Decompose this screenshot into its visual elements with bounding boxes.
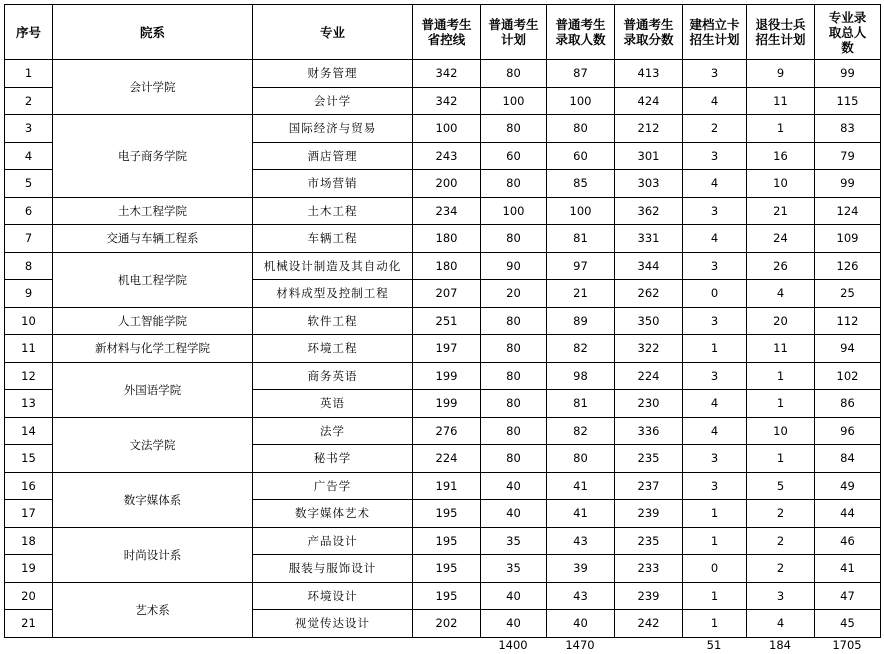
college-cell: 土木工程学院 [53,197,253,225]
veteran-plan-cell: 24 [747,225,815,253]
poverty-plan-cell: 3 [683,307,747,335]
poverty-plan-cell: 2 [683,115,747,143]
header-admitted: 普通考生 录取人数 [547,5,615,60]
college-cell: 电子商务学院 [53,115,253,198]
veteran-plan-cell: 2 [747,555,815,583]
college-cell: 数字媒体系 [53,472,253,527]
college-cell: 新材料与化学工程学院 [53,335,253,363]
admitted-cell: 41 [547,500,615,528]
index-cell: 19 [5,555,53,583]
admitted-cell: 82 [547,417,615,445]
score-cell: 336 [615,417,683,445]
major-cell: 国际经济与贸易 [253,115,413,143]
plan-cell: 40 [481,500,547,528]
index-cell: 18 [5,527,53,555]
score-cell: 331 [615,225,683,253]
plan-cell: 35 [481,527,547,555]
plan-cell: 80 [481,60,547,88]
index-cell: 15 [5,445,53,473]
table-row [5,362,881,390]
admitted-cell: 87 [547,60,615,88]
major-cell: 秘书学 [253,445,413,473]
score-cell: 237 [615,472,683,500]
header-index: 序号 [5,5,53,60]
score-cell: 424 [615,87,683,115]
score-cell: 262 [615,280,683,308]
major-cell: 机械设计制造及其自动化 [253,252,413,280]
admitted-cell: 85 [547,170,615,198]
plan-cell: 80 [481,115,547,143]
table-body [5,60,881,638]
plan-cell: 100 [481,197,547,225]
admitted-cell: 41 [547,472,615,500]
admitted-cell: 43 [547,527,615,555]
control-line-cell: 224 [413,445,481,473]
total-cell: 94 [815,335,881,363]
major-cell: 数字媒体艺术 [253,500,413,528]
table-row [5,335,881,363]
major-cell: 法学 [253,417,413,445]
plan-cell: 80 [481,417,547,445]
veteran-plan-cell: 1 [747,362,815,390]
table-row [5,60,881,88]
total-plan: 1400 [498,638,528,652]
major-cell: 服装与服饰设计 [253,555,413,583]
veteran-plan-cell: 4 [747,280,815,308]
veteran-plan-cell: 5 [747,472,815,500]
score-cell: 212 [615,115,683,143]
admitted-cell: 89 [547,307,615,335]
veteran-plan-cell: 26 [747,252,815,280]
college-cell: 会计学院 [53,60,253,115]
college-cell: 人工智能学院 [53,307,253,335]
control-line-cell: 202 [413,610,481,638]
header-total: 专业录 取总人 数 [815,5,881,60]
admitted-cell: 39 [547,555,615,583]
plan-cell: 35 [481,555,547,583]
header-row [5,5,881,60]
major-cell: 财务管理 [253,60,413,88]
index-cell: 21 [5,610,53,638]
control-line-cell: 276 [413,417,481,445]
index-cell: 5 [5,170,53,198]
index-cell: 17 [5,500,53,528]
control-line-cell: 342 [413,60,481,88]
control-line-cell: 200 [413,170,481,198]
score-cell: 303 [615,170,683,198]
poverty-plan-cell: 1 [683,335,747,363]
total-cell: 99 [815,60,881,88]
total-cell: 47 [815,582,881,610]
major-cell: 英语 [253,390,413,418]
poverty-plan-cell: 1 [683,500,747,528]
veteran-plan-cell: 21 [747,197,815,225]
poverty-plan-cell: 4 [683,417,747,445]
total-cell: 115 [815,87,881,115]
total-cell: 86 [815,390,881,418]
poverty-plan-cell: 3 [683,362,747,390]
veteran-plan-cell: 4 [747,610,815,638]
major-cell: 软件工程 [253,307,413,335]
veteran-plan-cell: 2 [747,500,815,528]
poverty-plan-cell: 4 [683,225,747,253]
major-cell: 环境设计 [253,582,413,610]
index-cell: 6 [5,197,53,225]
control-line-cell: 342 [413,87,481,115]
index-cell: 16 [5,472,53,500]
admitted-cell: 21 [547,280,615,308]
plan-cell: 40 [481,582,547,610]
score-cell: 350 [615,307,683,335]
control-line-cell: 197 [413,335,481,363]
admitted-cell: 40 [547,610,615,638]
score-cell: 233 [615,555,683,583]
table-row [5,472,881,500]
major-cell: 酒店管理 [253,142,413,170]
total-cell: 109 [815,225,881,253]
table-row [5,252,881,280]
total-cell: 45 [815,610,881,638]
total-cell: 96 [815,417,881,445]
major-cell: 市场营销 [253,170,413,198]
poverty-plan-cell: 3 [683,197,747,225]
totals-row [4,636,880,654]
control-line-cell: 199 [413,390,481,418]
control-line-cell: 251 [413,307,481,335]
total-admitted: 1470 [565,638,595,652]
veteran-plan-cell: 20 [747,307,815,335]
major-cell: 广告学 [253,472,413,500]
header-control-line: 普通考生 省控线 [413,5,481,60]
plan-cell: 80 [481,170,547,198]
veteran-plan-cell: 11 [747,335,815,363]
control-line-cell: 207 [413,280,481,308]
control-line-cell: 243 [413,142,481,170]
table-row [5,417,881,445]
admitted-cell: 100 [547,197,615,225]
score-cell: 239 [615,582,683,610]
total-cell: 84 [815,445,881,473]
index-cell: 1 [5,60,53,88]
plan-cell: 20 [481,280,547,308]
total-cell: 44 [815,500,881,528]
admitted-cell: 97 [547,252,615,280]
poverty-plan-cell: 4 [683,87,747,115]
college-cell: 文法学院 [53,417,253,472]
poverty-plan-cell: 1 [683,610,747,638]
total-cell: 126 [815,252,881,280]
index-cell: 11 [5,335,53,363]
score-cell: 344 [615,252,683,280]
control-line-cell: 191 [413,472,481,500]
admitted-cell: 98 [547,362,615,390]
total-cell: 124 [815,197,881,225]
plan-cell: 80 [481,225,547,253]
table-row [5,225,881,253]
table-row [5,582,881,610]
index-cell: 7 [5,225,53,253]
poverty-plan-cell: 3 [683,445,747,473]
poverty-plan-cell: 3 [683,142,747,170]
plan-cell: 80 [481,335,547,363]
major-cell: 商务英语 [253,362,413,390]
admitted-cell: 100 [547,87,615,115]
index-cell: 9 [5,280,53,308]
veteran-plan-cell: 1 [747,445,815,473]
table-row [5,527,881,555]
admitted-cell: 82 [547,335,615,363]
veteran-plan-cell: 10 [747,417,815,445]
score-cell: 230 [615,390,683,418]
admitted-cell: 81 [547,390,615,418]
college-cell: 外国语学院 [53,362,253,417]
header-score: 普通考生 录取分数 [615,5,683,60]
poverty-plan-cell: 3 [683,252,747,280]
major-cell: 土木工程 [253,197,413,225]
poverty-plan-cell: 3 [683,60,747,88]
veteran-plan-cell: 2 [747,527,815,555]
index-cell: 14 [5,417,53,445]
poverty-plan-cell: 0 [683,555,747,583]
header-plan: 普通考生 计划 [481,5,547,60]
poverty-plan-cell: 0 [683,280,747,308]
admitted-cell: 81 [547,225,615,253]
table-row [5,307,881,335]
plan-cell: 80 [481,362,547,390]
table-row [5,197,881,225]
index-cell: 13 [5,390,53,418]
total-cell: 46 [815,527,881,555]
score-cell: 224 [615,362,683,390]
plan-cell: 80 [481,307,547,335]
veteran-plan-cell: 16 [747,142,815,170]
plan-cell: 60 [481,142,547,170]
table-row [5,115,881,143]
score-cell: 301 [615,142,683,170]
plan-cell: 40 [481,610,547,638]
admitted-cell: 80 [547,445,615,473]
major-cell: 车辆工程 [253,225,413,253]
admitted-cell: 43 [547,582,615,610]
total-cell: 102 [815,362,881,390]
header-veteran-plan: 退役士兵 招生计划 [747,5,815,60]
index-cell: 3 [5,115,53,143]
score-cell: 322 [615,335,683,363]
plan-cell: 100 [481,87,547,115]
plan-cell: 80 [481,445,547,473]
college-cell: 时尚设计系 [53,527,253,582]
index-cell: 20 [5,582,53,610]
college-cell: 艺术系 [53,582,253,637]
poverty-plan-cell: 1 [683,582,747,610]
score-cell: 413 [615,60,683,88]
poverty-plan-cell: 4 [683,170,747,198]
major-cell: 会计学 [253,87,413,115]
poverty-plan-cell: 3 [683,472,747,500]
college-cell: 交通与车辆工程系 [53,225,253,253]
index-cell: 2 [5,87,53,115]
total-cell: 41 [815,555,881,583]
total-cell: 79 [815,142,881,170]
admitted-cell: 80 [547,115,615,143]
plan-cell: 80 [481,390,547,418]
header-major: 专业 [253,5,413,60]
major-cell: 产品设计 [253,527,413,555]
major-cell: 视觉传达设计 [253,610,413,638]
control-line-cell: 195 [413,527,481,555]
score-cell: 239 [615,500,683,528]
major-cell: 环境工程 [253,335,413,363]
total-cell: 112 [815,307,881,335]
veteran-plan-cell: 3 [747,582,815,610]
poverty-plan-cell: 1 [683,527,747,555]
veteran-plan-cell: 10 [747,170,815,198]
total-cell: 49 [815,472,881,500]
plan-cell: 40 [481,472,547,500]
total-cell: 83 [815,115,881,143]
poverty-plan-cell: 4 [683,390,747,418]
control-line-cell: 195 [413,500,481,528]
header-college: 院系 [53,5,253,60]
total-admitted-all: 1705 [832,638,862,652]
veteran-plan-cell: 1 [747,390,815,418]
major-cell: 材料成型及控制工程 [253,280,413,308]
score-cell: 362 [615,197,683,225]
score-cell: 235 [615,445,683,473]
control-line-cell: 199 [413,362,481,390]
plan-cell: 90 [481,252,547,280]
score-cell: 235 [615,527,683,555]
score-cell: 242 [615,610,683,638]
index-cell: 10 [5,307,53,335]
control-line-cell: 180 [413,252,481,280]
veteran-plan-cell: 1 [747,115,815,143]
total-cell: 99 [815,170,881,198]
index-cell: 12 [5,362,53,390]
veteran-plan-cell: 9 [747,60,815,88]
veteran-plan-cell: 11 [747,87,815,115]
admitted-cell: 60 [547,142,615,170]
control-line-cell: 100 [413,115,481,143]
control-line-cell: 234 [413,197,481,225]
index-cell: 8 [5,252,53,280]
college-cell: 机电工程学院 [53,252,253,307]
total-poverty-plan: 51 [706,638,722,652]
control-line-cell: 195 [413,582,481,610]
admission-table [4,4,881,638]
total-cell: 25 [815,280,881,308]
control-line-cell: 180 [413,225,481,253]
control-line-cell: 195 [413,555,481,583]
index-cell: 4 [5,142,53,170]
total-veteran-plan: 184 [769,638,791,652]
header-poverty-plan: 建档立卡 招生计划 [683,5,747,60]
